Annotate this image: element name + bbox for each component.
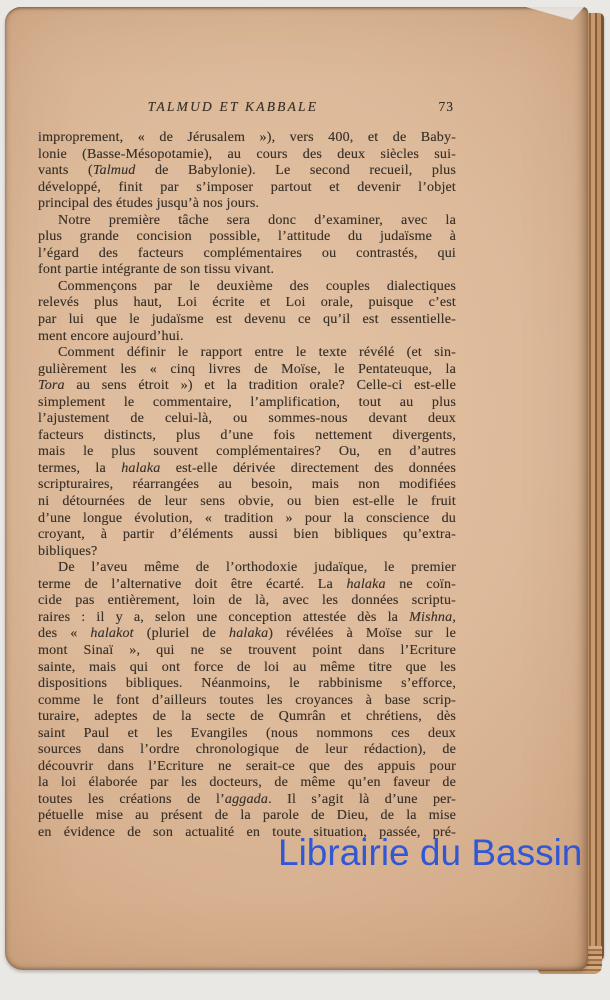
- paragraph: [38, 129, 456, 212]
- text-line: l’égard des facteurs complémentaires ou contrastés, qui: [38, 244, 456, 261]
- book-page-edges: [586, 13, 604, 961]
- text-line: cide pas entièrement, loin de là, avec les données scriptu-: [38, 592, 456, 609]
- text-line: gulièrement les « cinq livres de Moïse, le Pentateuque, la: [38, 360, 456, 377]
- text-line: termes, la halaka est-elle dérivée directement des données: [38, 459, 456, 476]
- book-page: [5, 7, 588, 970]
- text-line: comme le font d’ailleurs toutes les croyances à base scrip-: [38, 691, 456, 708]
- text-line: toutes les créations de l’aggada. Il s’agit là d’une per-: [38, 790, 456, 807]
- text-line: principal des études jusqu’à nos jours.: [38, 195, 260, 212]
- text-line: d’une longue évolution, « tradition » pour la conscience du: [38, 509, 456, 526]
- text-line: vants (Talmud de Babylonie). Le second recueil, plus: [38, 162, 456, 179]
- text-line: mont Sinaï », qui ne se trouvent point dans l’Ecriture: [38, 641, 456, 658]
- text-line: relevés plus haut, Loi écrite et Loi orale, puisque c’est: [38, 294, 456, 311]
- text-line: raires : il y a, selon une conception attestée dès la Mishna,: [38, 608, 456, 625]
- text-line: bibliques?: [38, 542, 98, 559]
- text-line: turaire, adeptes de la secte de Qumrân et chrétiens, dès: [38, 708, 456, 725]
- text-line: dispositions bibliques. Néanmoins, le rabbinisme s’efforce,: [38, 675, 456, 692]
- text-line: développé, finit par s’imposer partout et devenir l’objet: [38, 178, 456, 195]
- text-line: saint Paul et les Evangiles (nous nommons ces deux: [38, 724, 456, 741]
- text-line: mais le plus souvent complémentaires? Ou, en d’autres: [38, 443, 456, 460]
- text-line: par lui que le judaïsme est devenu ce qu’il est essentielle-: [38, 311, 456, 328]
- text-line: ni détournées de leur sens obvie, ou bien est-elle le fruit: [38, 493, 456, 510]
- text-line: sainte, mais qui ont force de loi au même titre que les: [38, 658, 456, 675]
- text-line: Notre première tâche sera donc d’examiner, avec la: [58, 211, 456, 228]
- text-line: De l’aveu même de l’orthodoxie judaïque, le premier: [58, 559, 456, 576]
- paragraph: [38, 278, 456, 344]
- text-line: Tora au sens étroit ») et la tradition orale? Celle-ci est-elle: [38, 377, 456, 394]
- text-line: l’ajustement de celui-là, ou sommes-nous devant deux: [38, 410, 456, 427]
- paragraph: [38, 212, 456, 278]
- text-line: la loi élaborée par les docteurs, de même qu’en faveur de: [38, 774, 456, 791]
- page-corner-dent: [521, 6, 585, 20]
- paragraph: [38, 559, 456, 840]
- text-line: simplement le commentaire, l’amplification, tout au plus: [38, 393, 456, 410]
- body-text: [38, 129, 456, 841]
- text-line: des « halakot (pluriel de halaka) révélées à Moïse sur le: [38, 625, 456, 642]
- paragraph: [38, 344, 456, 559]
- text-line: sources dans l’ordre chronologique de leur rédaction), de: [38, 741, 456, 758]
- page-number: 73: [438, 99, 454, 114]
- text-line: font partie intégrante de son tissu vivant.: [38, 261, 275, 278]
- text-line: plus grande concision possible, l’attitude du judaïsme à: [38, 228, 456, 245]
- running-header: [38, 99, 456, 115]
- text-line: découvrir dans l’Ecriture ne serait-ce que des appuis pour: [38, 757, 456, 774]
- text-line: lonie (Basse-Mésopotamie), au cours des deux siècles sui-: [38, 145, 456, 162]
- text-line: scripturaires, réarrangées au besoin, mais non modifiées: [38, 476, 456, 493]
- text-line: Comment définir le rapport entre le texte révélé (et sin-: [58, 344, 456, 361]
- text-line: en évidence de son actualité en toute situation, passée, pré-: [38, 823, 456, 840]
- text-line: Commençons par le deuxième des couples dialectiques: [58, 277, 456, 294]
- running-header-title: TALMUD ET KABBALE: [147, 99, 319, 114]
- text-line: improprement, « de Jérusalem »), vers 400, et de Baby-: [38, 129, 456, 145]
- text-line: terme de l’alternative doit être écarté. La halaka ne coïn-: [38, 575, 456, 592]
- text-line: croyant, à partir d’éléments aussi bien bibliques qu’extra-: [38, 526, 456, 543]
- text-line: pétuelle mise au présent de la parole de Dieu, de la mise: [38, 807, 456, 824]
- text-line: ment encore aujourd’hui.: [38, 327, 184, 344]
- text-line: facteurs distincts, plus d’une fois nettement divergents,: [38, 426, 456, 443]
- bookseller-watermark: Librairie du Bassin: [278, 832, 583, 873]
